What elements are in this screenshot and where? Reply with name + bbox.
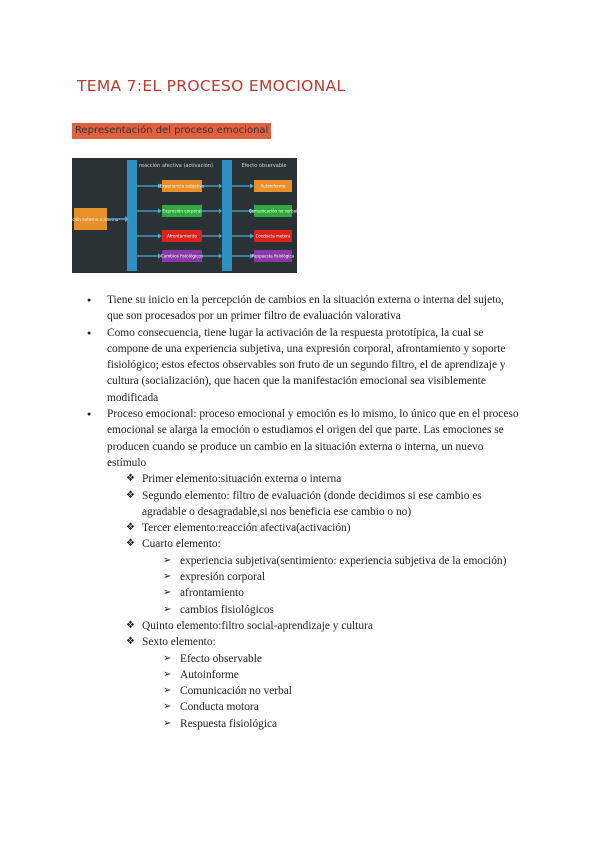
diamond-bullet-icon: ❖ <box>126 489 135 501</box>
sub-item: ➢ cambios fisiológicos <box>80 602 520 618</box>
element-item: ❖ Quinto elemento:filtro social-aprendizaje y cultura <box>80 618 520 634</box>
emotional-process-diagram <box>61 158 298 273</box>
arrow-bullet-icon: ➢ <box>163 685 172 697</box>
diagram-right-box-label: Conducta motora <box>255 233 291 239</box>
sub-item: ➢ expresión corporal <box>80 569 520 585</box>
diagram-right-box-label: Respuesta fisiológica <box>251 253 295 259</box>
filter-bar-left <box>127 160 137 271</box>
elements-container <box>80 471 520 732</box>
diagram-svg <box>61 158 298 273</box>
arrow-bullet-icon: ➢ <box>163 571 172 583</box>
bullet-item-text: Proceso emocional: proceso emocional y emoción es lo mismo, lo único que en el proceso emocional se alarga la emoción o estudiamos el origen del que parte. Las emociones se producen cuando se produce un cambio en la situación externa o interna, un nuevo estímulo <box>107 408 519 469</box>
diagram-right-box-label: Autoinforme <box>260 183 286 189</box>
diagram-middle-box-label: Expresión corporal <box>162 208 202 214</box>
diamond-bullet-icon: ❖ <box>126 538 135 550</box>
arrow-bullet-icon: ➢ <box>163 652 172 664</box>
sexto-sublist <box>80 651 520 732</box>
filter-bar-right <box>222 160 232 271</box>
diamond-bullet-icon: ❖ <box>126 473 135 485</box>
diamond-bullet-icon: ❖ <box>126 636 135 648</box>
sub-item: ➢ Autoinforme <box>80 667 520 683</box>
element-item: ❖ Cuarto elemento: <box>80 536 520 552</box>
diagram-right-box-label: Comunicación no verbal <box>248 208 298 214</box>
sub-item: ➢ Conducta motora <box>80 699 520 715</box>
arrow-bullet-icon: ➢ <box>163 717 172 729</box>
arrow-bullet-icon: ➢ <box>163 603 172 615</box>
element-item: ❖ Segundo elemento: filtro de evaluación (donde decidimos si ese cambio es agradable o desagradable,si nos beneficia ese cambio o no) <box>126 489 482 518</box>
element-item: ❖ Primer elemento:situación externa o interna <box>80 471 520 487</box>
element-item: ❖ Tercer elemento:reacción afectiva(activación) <box>80 520 520 536</box>
sub-item: ➢ afrontamiento <box>80 585 520 601</box>
arrow-bullet-icon: ➢ <box>163 554 172 566</box>
cuarto-sublist <box>80 553 520 618</box>
sub-item: ➢ Comunicación no verbal <box>80 683 520 699</box>
diagram-middle-box-label: Afrontamiento <box>167 233 197 239</box>
elements-list-continued <box>80 618 520 651</box>
main-content <box>80 292 520 732</box>
sub-item: ➢ Respuesta fisiológica <box>80 716 520 732</box>
diagram-left-box-label: Situación externa o interna <box>61 217 119 222</box>
arrow-bullet-icon: ➢ <box>163 701 172 713</box>
arrow-bullet-icon: ➢ <box>163 587 172 599</box>
arrow-bullet-icon: ➢ <box>163 668 172 680</box>
bullet-item: ● Como consecuencia, tiene lugar la activación de la respuesta prototípica, la cual se compone de una experiencia subjetiva, una expresión corporal, afrontamiento y soporte fisiológico; estos efectos observables son fruto de un segundo filtro, el de aprendizaje y cultura (socialización), que hacen que la manifestación emocional sea visiblemente modificada <box>80 325 520 406</box>
element-item: ❖ Sexto elemento: <box>80 634 520 650</box>
page-title: TEMA 7:EL PROCESO EMOCIONAL <box>77 77 346 95</box>
bullet-item <box>80 406 520 471</box>
section-subtitle: Representación del proceso emocional <box>72 123 271 139</box>
diagram-middle-box-label: Experiencia subjetiva <box>159 183 205 189</box>
diagram-header-right: Efecto observable <box>241 163 287 169</box>
diamond-bullet-icon: ❖ <box>126 522 135 534</box>
bullet-item: ● Tiene su inicio en la percepción de cambios en la situación externa o interna del sujeto, que son procesados por un primer filtro de evaluación valorativa <box>80 292 520 325</box>
sub-item: ➢ Efecto observable <box>80 651 520 667</box>
elements-list <box>80 471 520 552</box>
diamond-bullet-icon: ❖ <box>126 619 135 631</box>
sub-item: ➢ experiencia subjetiva(sentimiento: experiencia subjetiva de la emoción) <box>80 553 520 569</box>
diagram-middle-box-label: Cambios fisiológicos <box>160 253 204 259</box>
diagram-header-left: reacción afectiva (activación) <box>139 163 213 169</box>
bullet-list <box>80 292 520 732</box>
